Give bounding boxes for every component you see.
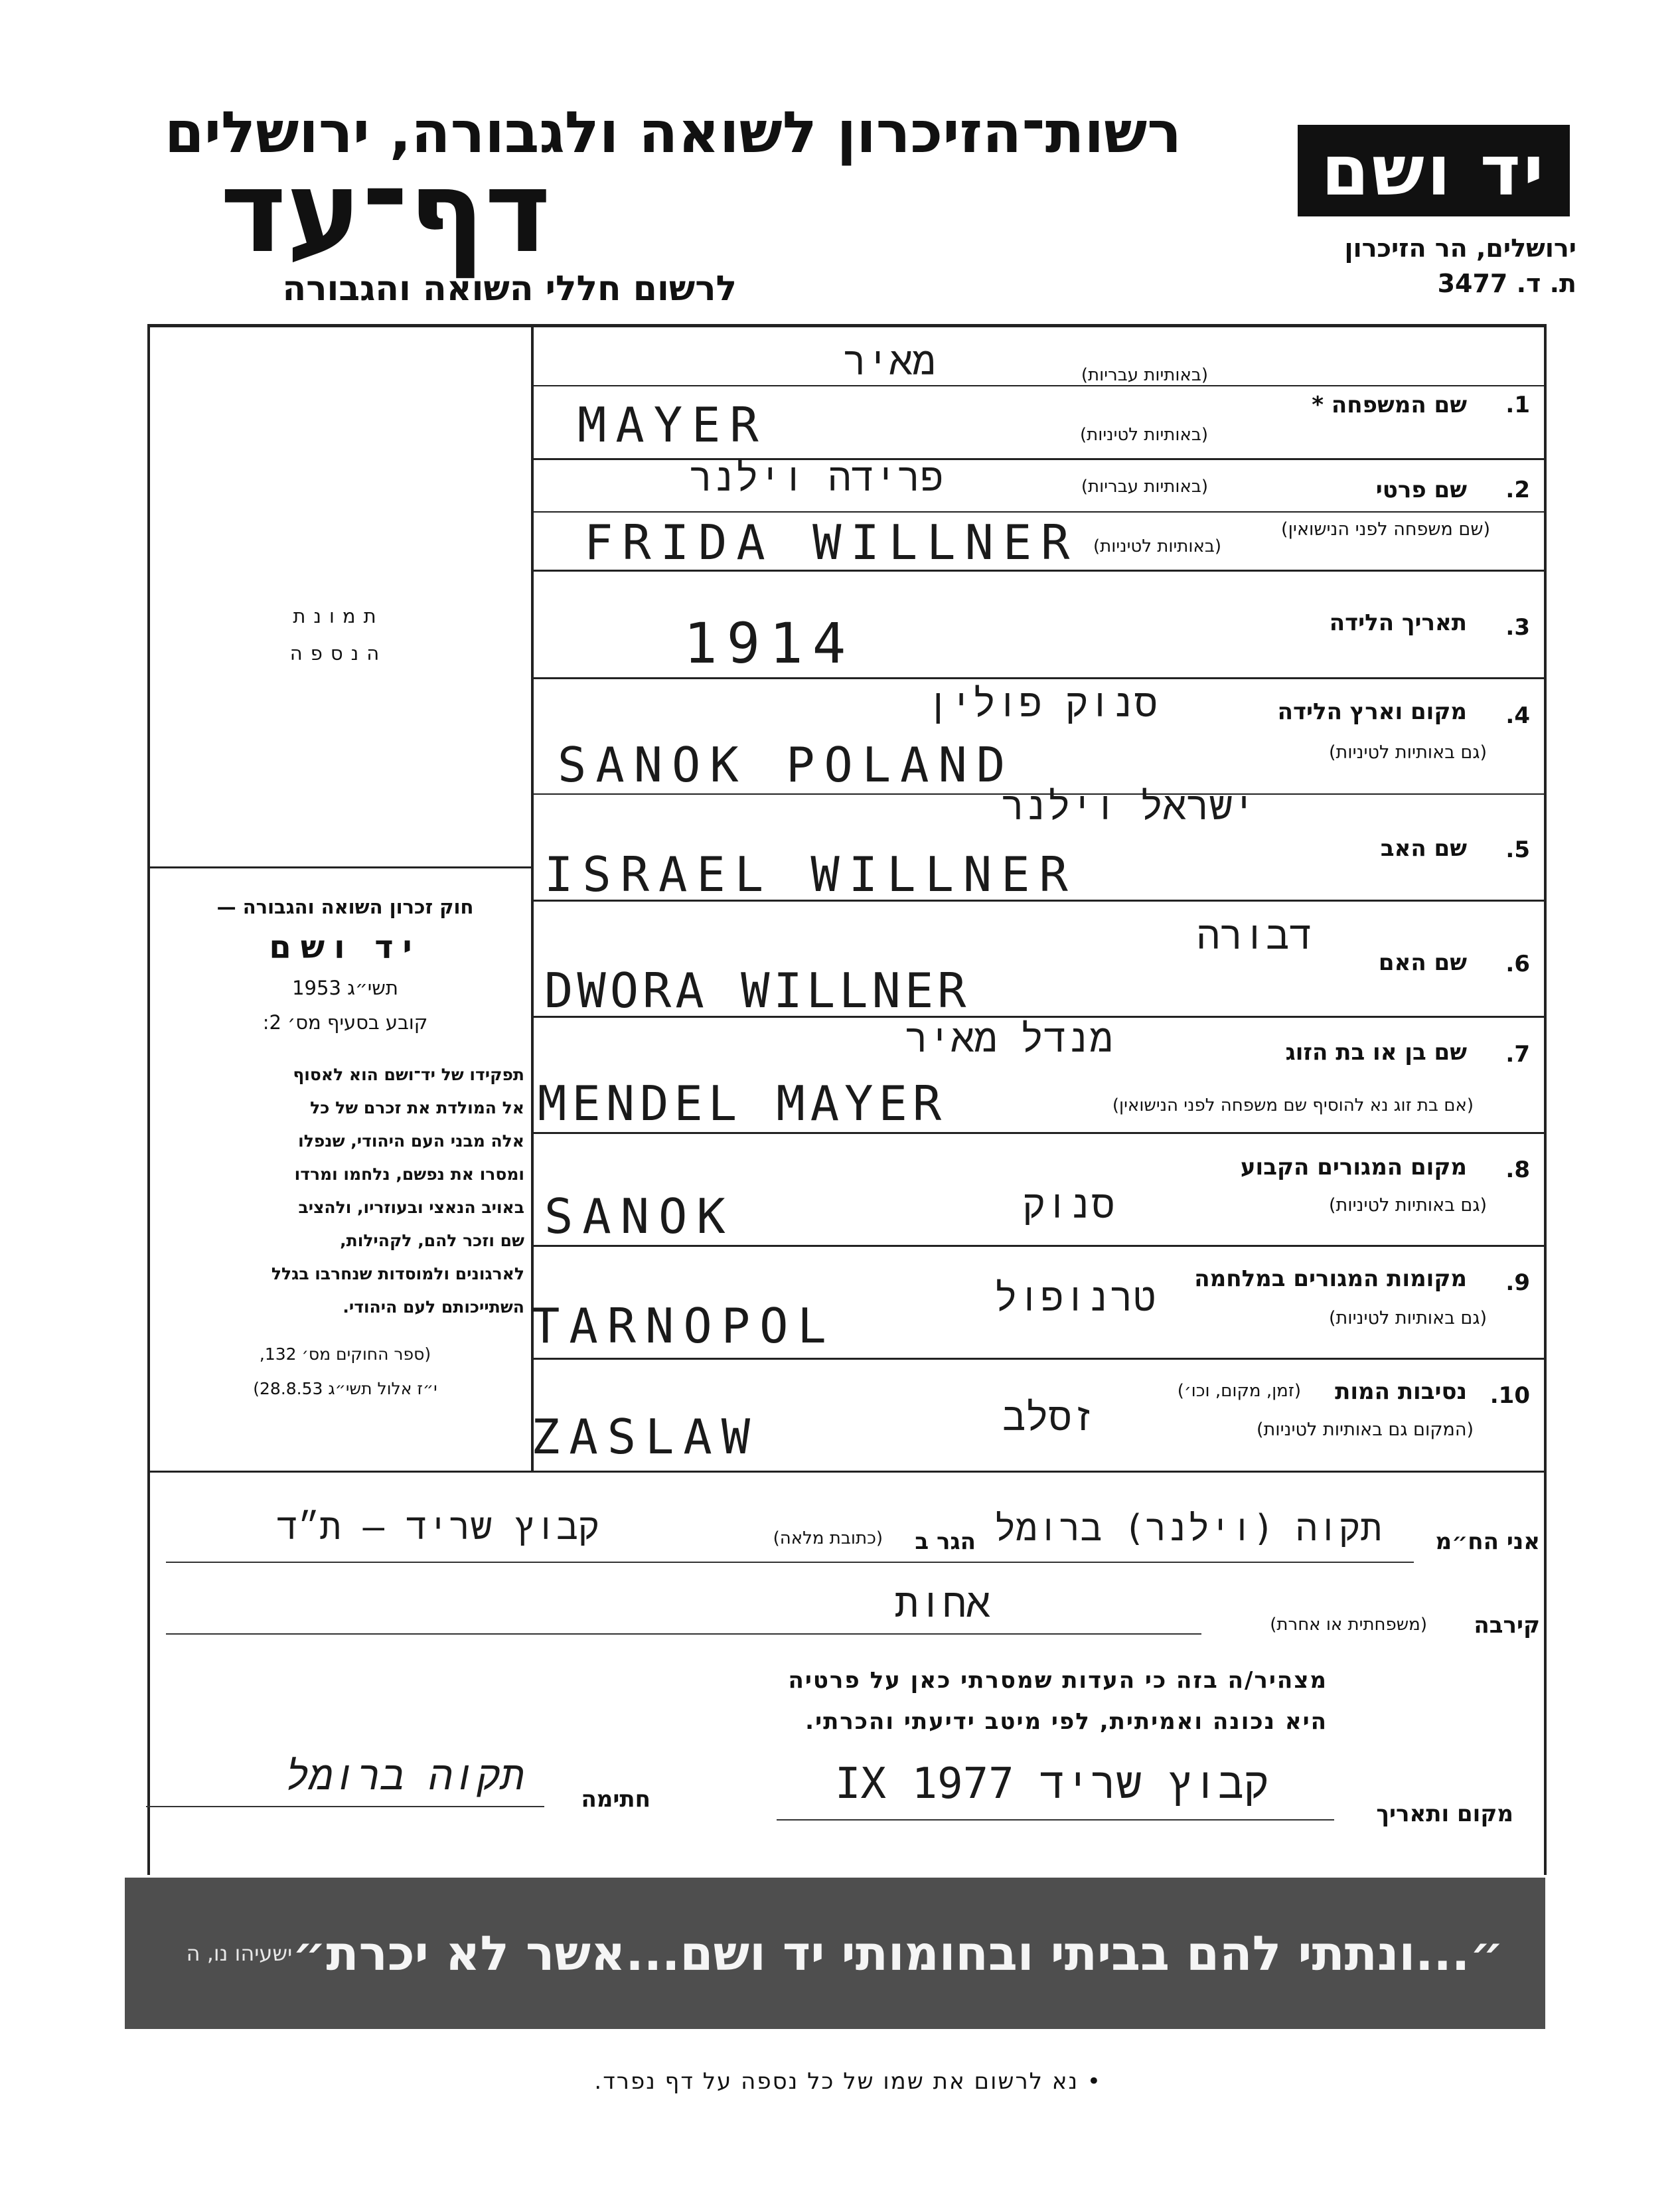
- field-1-hint-latin: (באותיות לטיניות): [1080, 425, 1208, 445]
- law-line: שם וזכר להם, לקהילות,: [340, 1231, 524, 1250]
- field-1-value-hebrew[interactable]: מאיר: [843, 339, 936, 384]
- declaration-name-value[interactable]: תקוה (וילנר) ברומל: [994, 1507, 1382, 1549]
- place-date-value[interactable]: קבוץ שריד IX 1977: [834, 1759, 1270, 1809]
- law-ref-2: י״ז אלול תשי״ג 28.8.53): [253, 1379, 437, 1398]
- field-10-label-hint: (זמן, מקום, וכו׳): [1177, 1381, 1301, 1401]
- address-line: ירושלים, הר הזיכרון: [1344, 234, 1576, 263]
- field-6-number: 6.: [1505, 951, 1530, 977]
- form-body-bottom: [147, 1471, 1547, 1473]
- field-7-label: שם בן או בת הזוג: [1285, 1039, 1467, 1066]
- declaration-i-am: אני הח״מ: [1435, 1528, 1540, 1555]
- row-divider-3: [532, 677, 1544, 679]
- field-4-value-hebrew[interactable]: סנוק פולין: [926, 681, 1158, 726]
- law-ref-1: (ספר החוקים מס׳ 132,: [259, 1344, 431, 1364]
- declaration-statement: [465, 1660, 1328, 1742]
- field-9-label: מקומות המגורים במלחמה: [1194, 1265, 1467, 1292]
- field-1-hint-hebrew: (באותיות עבריות): [1081, 365, 1208, 385]
- field-5-value-latin[interactable]: ISRAEL WILLNER: [544, 847, 1077, 902]
- authority-title: רשות־הזיכרון לשואה ולגבורה, ירושלים: [164, 100, 1182, 166]
- photo-placeholder: [266, 598, 412, 672]
- declaration-address-value[interactable]: קבוץ שריד — ת״ד: [276, 1506, 600, 1548]
- footnote: • נא לרשום את שמו של כל נספה על דף נפרד.: [594, 2068, 1102, 2095]
- law-heading: חוק זכרון השואה והגבורה —: [216, 896, 474, 918]
- field-8-number: 8.: [1505, 1157, 1530, 1183]
- frame-top: [147, 324, 1547, 327]
- field-10-number: 10.: [1489, 1382, 1530, 1409]
- field-8-label: מקום המגורים הקבוע: [1240, 1154, 1467, 1180]
- relation-line: [166, 1633, 1201, 1635]
- law-name: יד ושם: [269, 929, 421, 966]
- field-4-number: 4.: [1505, 702, 1530, 729]
- field-6-label: שם האם: [1378, 949, 1467, 976]
- field-2-value-hebrew[interactable]: פרידה וילנר: [689, 455, 944, 500]
- pobox-line: ת. ד. 3477: [1437, 269, 1576, 298]
- field-10-sub: (המקום גם באותיות לטיניות): [1256, 1419, 1474, 1440]
- declaration-resident-label: הגר ב: [915, 1528, 976, 1555]
- quote-banner: [125, 1878, 1545, 2029]
- field-2-label: שם פרטי: [1375, 477, 1467, 503]
- banner-quote: ״...ונתתי להם בביתי ובחומותי יד ושם...אשר לא יכרת״: [292, 1925, 1504, 1981]
- law-line: השתייכותם לעם היהודי.: [343, 1297, 524, 1317]
- field-8-sub: (גם באותיות לטיניות): [1328, 1195, 1487, 1216]
- field-6-value-hebrew[interactable]: דבורה: [1196, 913, 1313, 958]
- field-5-number: 5.: [1505, 837, 1530, 863]
- field-9-value-hebrew[interactable]: טרנופול: [994, 1275, 1156, 1320]
- photo-line-1: תמונת: [293, 605, 384, 627]
- signature-label: חתימה: [581, 1786, 650, 1813]
- law-line: ומסרו את נפשם, נלחמו ומרדו: [294, 1165, 524, 1184]
- photo-line-2: הנספה: [289, 642, 388, 665]
- statement-line-2: היא נכונה ואמיתית, לפי מיטב ידיעתי והכרתי.: [805, 1708, 1328, 1735]
- field-10-value-hebrew[interactable]: זסלב: [1002, 1394, 1095, 1439]
- field-3-value[interactable]: 1914: [684, 611, 856, 676]
- field-5-value-hebrew[interactable]: ישראל וילנר: [1001, 783, 1256, 829]
- field-2-value-latin[interactable]: FRIDA WILLNER: [584, 515, 1079, 570]
- signature-value[interactable]: תקוה ברומל: [285, 1753, 525, 1799]
- law-line: אל המולדת את זכרם של כל: [310, 1098, 524, 1117]
- field-2-hint-hebrew: (באותיות עבריות): [1081, 477, 1208, 497]
- row-divider-8: [532, 1358, 1544, 1360]
- row-line: [532, 385, 1544, 386]
- law-year: תשי״ג 1953: [292, 977, 398, 999]
- field-3-label: תאריך הלידה: [1329, 609, 1467, 636]
- relation-value[interactable]: אחות: [894, 1580, 991, 1627]
- field-1-label: שם המשפחה *: [1312, 392, 1467, 418]
- row-divider-6: [532, 1132, 1544, 1134]
- field-3-number: 3.: [1505, 614, 1530, 641]
- law-line: אלה מבני העם היהודי, שנפלו: [298, 1131, 524, 1151]
- yad-vashem-logo: יד ושם: [1298, 125, 1570, 216]
- banner-source: ישעיהו נו, ה: [186, 1941, 293, 1966]
- place-date-line: [777, 1819, 1334, 1821]
- frame-left: [147, 324, 150, 1875]
- field-2-number: 2.: [1505, 477, 1530, 503]
- field-9-value-latin[interactable]: TARNOPOL: [531, 1298, 836, 1354]
- field-7-number: 7.: [1505, 1041, 1530, 1068]
- form-title: דף־עד: [220, 147, 551, 278]
- field-4-label: מקום וארץ הלידה: [1277, 698, 1467, 725]
- field-9-sub: (גם באותיות לטיניות): [1328, 1308, 1487, 1329]
- field-8-value-latin[interactable]: SANOK: [544, 1188, 735, 1244]
- law-line: לארגונים ולמוסדות שנחרבו בגלל: [271, 1264, 524, 1283]
- sidebar-split: [147, 866, 532, 868]
- relation-hint: (משפחתית או אחרת): [1270, 1615, 1427, 1635]
- field-2-sub: (שם משפחה לפני הנישואין): [1281, 519, 1490, 540]
- declaration-name-line: [166, 1562, 1414, 1563]
- frame-right: [1544, 324, 1547, 1875]
- row-line: [532, 511, 1544, 513]
- law-text: [166, 890, 524, 1406]
- field-10-value-latin[interactable]: ZASLAW: [531, 1409, 760, 1465]
- law-line: באויב הנאצי ובעוזריו, ולהציב: [298, 1198, 524, 1217]
- law-clause: קובע בסעיף מס׳ 2:: [262, 1011, 428, 1034]
- law-body: [166, 1058, 524, 1324]
- signature-line: [146, 1806, 544, 1807]
- field-7-sub: (אם בת זוג נא להוסיף שם משפחה לפני הנישואין): [1112, 1095, 1474, 1115]
- field-7-value-latin[interactable]: MENDEL MAYER: [538, 1076, 947, 1131]
- relation-label: קירבה: [1474, 1612, 1540, 1639]
- field-1-value-latin[interactable]: MAYER: [577, 397, 768, 453]
- field-4-value-latin[interactable]: SANOK POLAND: [558, 737, 1015, 793]
- field-5-label: שם האב: [1380, 835, 1467, 862]
- field-6-value-latin[interactable]: DWORA WILLNER: [544, 963, 970, 1018]
- declaration-address-hint: (כתובת מלאה): [773, 1528, 883, 1548]
- field-9-number: 9.: [1505, 1269, 1530, 1296]
- field-4-sub: (גם באותיות לטיניות): [1328, 742, 1487, 763]
- field-7-value-hebrew[interactable]: מנדל מאיר: [905, 1016, 1113, 1061]
- place-date-label: מקום ותאריך: [1376, 1801, 1513, 1827]
- field-10-label: נסיבות המות: [1335, 1378, 1467, 1405]
- law-line: תפקידו של יד־ושם הוא לאסוף: [293, 1065, 524, 1084]
- field-2-hint-latin: (באותיות לטיניות): [1093, 536, 1221, 556]
- row-divider-7: [532, 1245, 1544, 1247]
- form-subtitle: לרשום חללי השואה והגבורה: [282, 269, 737, 309]
- field-8-value-hebrew[interactable]: סנוק: [1022, 1182, 1115, 1227]
- statement-line-1: מצהיר/ה בזה כי העדות שמסרתי כאן על פרטיה: [788, 1667, 1328, 1694]
- field-1-number: 1.: [1505, 392, 1530, 418]
